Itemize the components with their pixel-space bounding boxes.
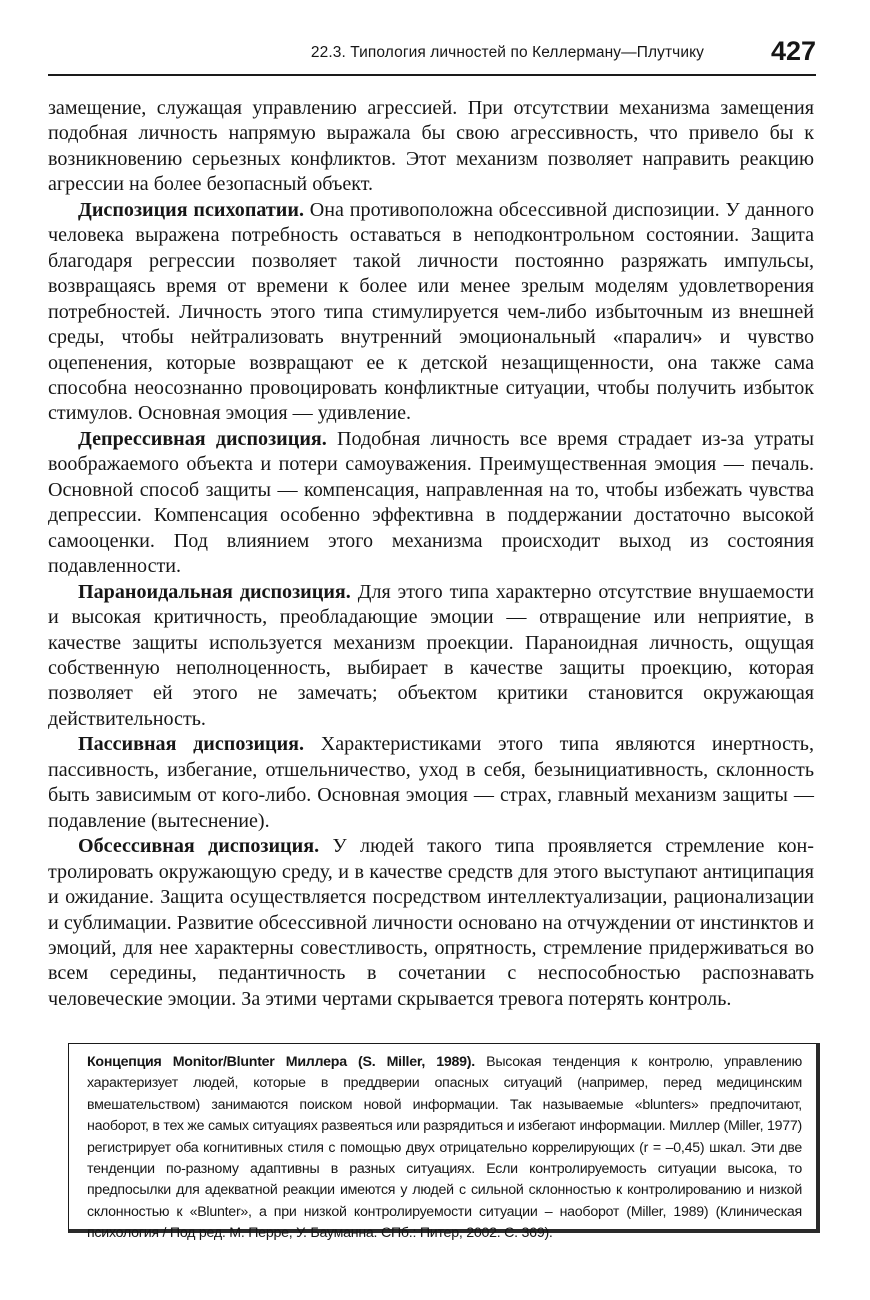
paragraph-heading: Обсессивная диспозиция. [78,835,320,858]
running-header [48,38,816,76]
paragraph-heading: Пассивная диспозиция. [78,733,305,756]
paragraph-heading: Депрессивная диспозиция. [78,427,327,450]
paragraph-passive: Пассивная диспозиция. Характеристиками этого типа являются инертность, пассивность, избегание, отшельничество, уход в себя, безынициативность, склонность быть зависимым от кого-либо. Основная эмоция — страх, главный механизм защиты — подавление (вытеснение). [48,733,814,832]
main-text [48,96,814,1012]
paragraph-heading: Параноидальная диспозиция. [78,580,351,603]
paragraph-heading: Диспозиция психопатии. [78,198,304,221]
running-header-title: 22.3. Типология личностей по Келлерману—Плутчику [310,44,704,61]
paragraph-obsessive: Обсессивная диспозиция. У людей такого типа проявляется стремление контролировать окружающую среду, и в качестве средств для этого выступают антиципация и ожидание. Защита осуществляется посредством интеллектуализации, рационализации и сублимации. Развитие обсессивной личности основано на отчуждении от инстинктов и эмоций, для нее характерны совестливость, опрятность, стремление придерживаться во всем середины, педантичность в сочетании с неспособностью распознавать человеческие эмоции. За этими чертами скрывается тревога потерять контроль. [48,835,814,1010]
paragraph-continuation: замещение, служащая управлению агрессией. При отсутствии механизма замещения подобная личность напрямую выражала бы свою агрессивность, что привело бы к возникновению серьезных конфликтов. Этот механизм позволяет направить реакцию агрессии на более безопасный объект. [48,97,814,196]
sidebar-box-miller [68,1043,820,1242]
box-heading: Концепция Monitor/Blunter Миллера (S. Miller, 1989). [87,1054,475,1070]
box-text: Высокая тенденция к контролю, управлению характеризует людей, которые в преддверии опасных ситуаций (например, перед медицинским вмешательством) занимаются поиском новой информации. Так называемые «blunters» предпочитают, наоборот, в тех же самых ситуациях развеяться или разрядиться и избегают информации. Миллер (Miller, 1977) регистрирует оба когнитивных стиля с помощью двух отрицательно коррелирующих (r = –0,45) шкал. Эти две тенденции по-разному адаптивны в разных ситуациях. Если контролируемость ситуации высока, то предпосылки для адекватной реакции имеются у людей с сильной склонностью к контролированию и низкой склонностью к «Blunter», а при низкой контролируемости ситуации – наоборот (Miller, 1989) (Клиническая психология / Под ред. М. Перре, У. Бауманна. СПб.: Питер, 2002. С. 369). [87,1054,802,1242]
paragraph-paranoid: Параноидальная диспозиция. Для этого типа характерно отсутствие внушаемости и высокая критичность, преобладающие эмоции — отвращение или неприятие, в качестве защиты используется механизм проекции. Параноидная личность, ощущая собственную неполноценность, выбирает в качестве защиты проекцию, которая позволяет ей этого не замечать; объектом критики становится окружающая действительность. [48,580,814,730]
paragraph-depressive: Депрессивная диспозиция. Подобная личность все время страдает из-за утраты воображаемого объекта и потери самоуважения. Преимущественная эмоция — печаль. Основной способ защиты — компенсация, направленная на то, чтобы избежать чувства депрессии. Компенсация особенно эффективна в поддержании достаточно высокой самооценки. Под влиянием этого механизма происходит выход из состояния подавленности. [48,427,814,578]
page-number: 427 [770,36,816,66]
paragraph-psychopathy: Диспозиция психопатии. Она противоположна обсессивной диспозиции. У данного человека выражена потребность оставаться в неподконтрольном состоянии. Защита благодаря регрессии позволяет такой личности постоянно разряжать импульсы, возвращаясь время от времени к более или менее зрелым моделям удовлетворения потребностей. Личность этого типа стимулируется чем-либо избыточным из внешней среды, чтобы нейтрализовать внутренний эмоциональный «паралич» и чувство оцепенения, которые возвращают ее к детской незащищенности, она также сама способна неосознанно провоцировать конфликтные ситуации, чтобы получить избыток стимулов. Основная эмоция — удивление. [48,198,814,425]
